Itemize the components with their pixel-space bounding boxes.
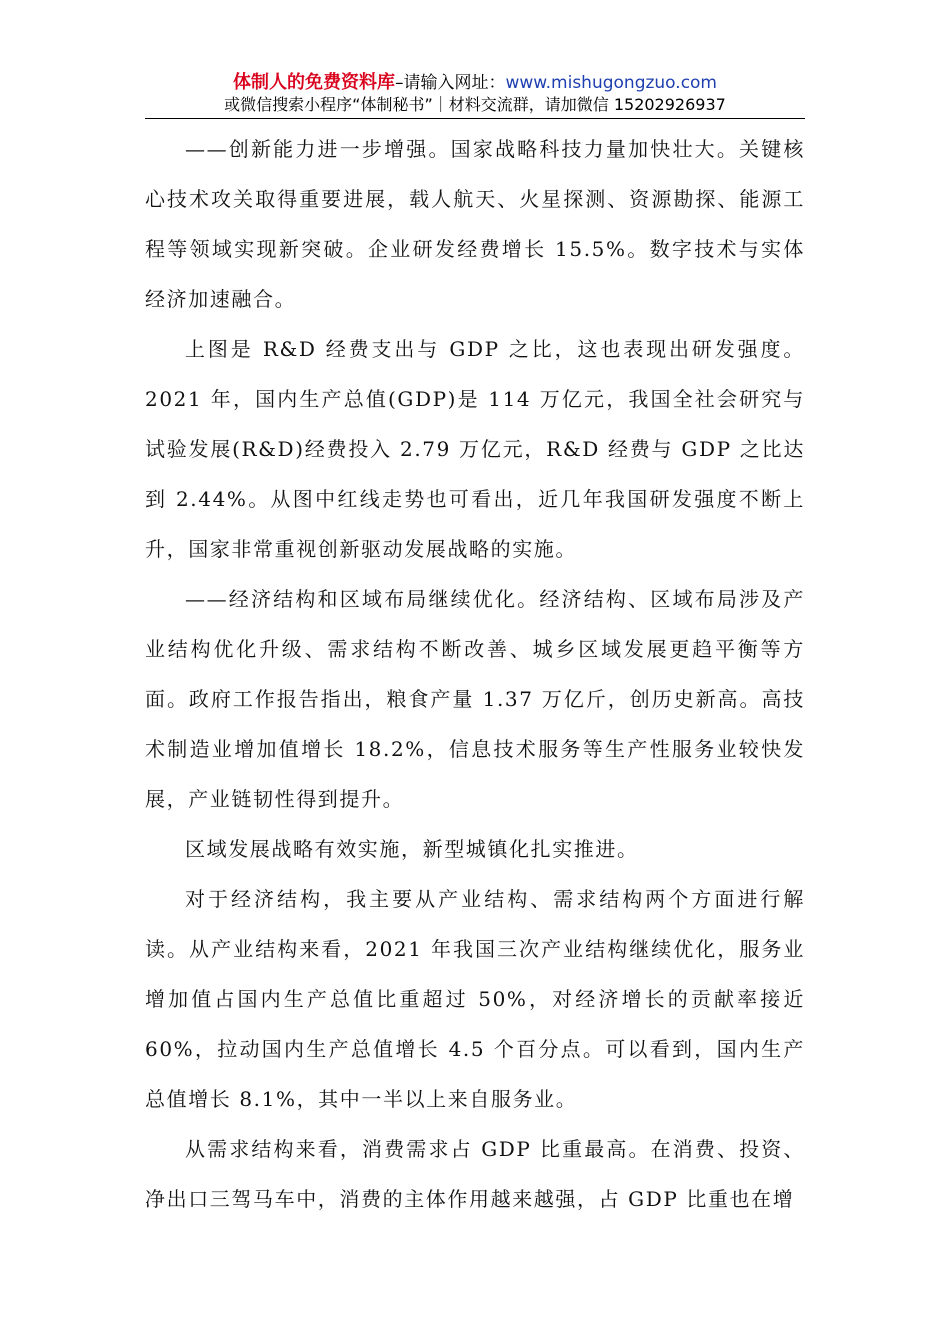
- header-prompt: –请输入网址：: [394, 73, 506, 93]
- header-line-1: [145, 72, 805, 94]
- header-line-2: 或微信搜索小程序“体制秘书”｜材料交流群，请加微信 15202926937: [224, 95, 726, 114]
- paragraph-economic-structure: ——经济结构和区域布局继续优化。经济结构、区域布局涉及产业结构优化升级、需求结构不断改善、城乡区域发展更趋平衡等方面。政府工作报告指出，粮食产量 1.37 万亿斤，创历史新高。高技术制造业增加值增长 18.2%，信息技术服务等生产性服务业较快发展，产业链韧性得到提升。: [145, 587, 805, 811]
- paragraph-regional-development: 区域发展战略有效实施，新型城镇化扎实推进。: [185, 837, 639, 861]
- paragraph-demand-structure: 从需求结构来看，消费需求占 GDP 比重最高。在消费、投资、净出口三驾马车中，消费的主体作用越来越强，占 GDP 比重也在增: [145, 1137, 805, 1211]
- paragraph-rd-intensity: 上图是 R&D 经费支出与 GDP 之比，这也表现出研发强度。2021 年，国内生产总值(GDP)是 114 万亿元，我国全社会研究与试验发展(R&D)经费投入 2.79 万亿元，R&D 经费与 GDP 之比达到 2.44%。从图中红线走势也可看出，近几年我国研发强度不断上升，国家非常重视创新驱动发展战略的实施。: [145, 337, 805, 561]
- header-divider: [145, 118, 805, 119]
- header-brand: 体制人的免费资料库: [232, 72, 395, 93]
- document-body: [145, 124, 805, 1224]
- page-header: [145, 72, 805, 116]
- paragraph-industry-structure: 对于经济结构，我主要从产业结构、需求结构两个方面进行解读。从产业结构来看，2021 年我国三次产业结构继续优化，服务业增加值占国内生产总值比重超过 50%，对经济增长的贡献率接近 60%，拉动国内生产总值增长 4.5 个百分点。可以看到，国内生产总值增长 8.1%，其中一半以上来自服务业。: [145, 887, 805, 1111]
- paragraph-innovation: ——创新能力进一步增强。国家战略科技力量加快壮大。关键核心技术攻关取得重要进展，载人航天、火星探测、资源勘探、能源工程等领域实现新突破。企业研发经费增长 15.5%。数字技术与实体经济加速融合。: [145, 137, 805, 311]
- header-url-link[interactable]: www.mishugongzuo.com: [505, 73, 717, 93]
